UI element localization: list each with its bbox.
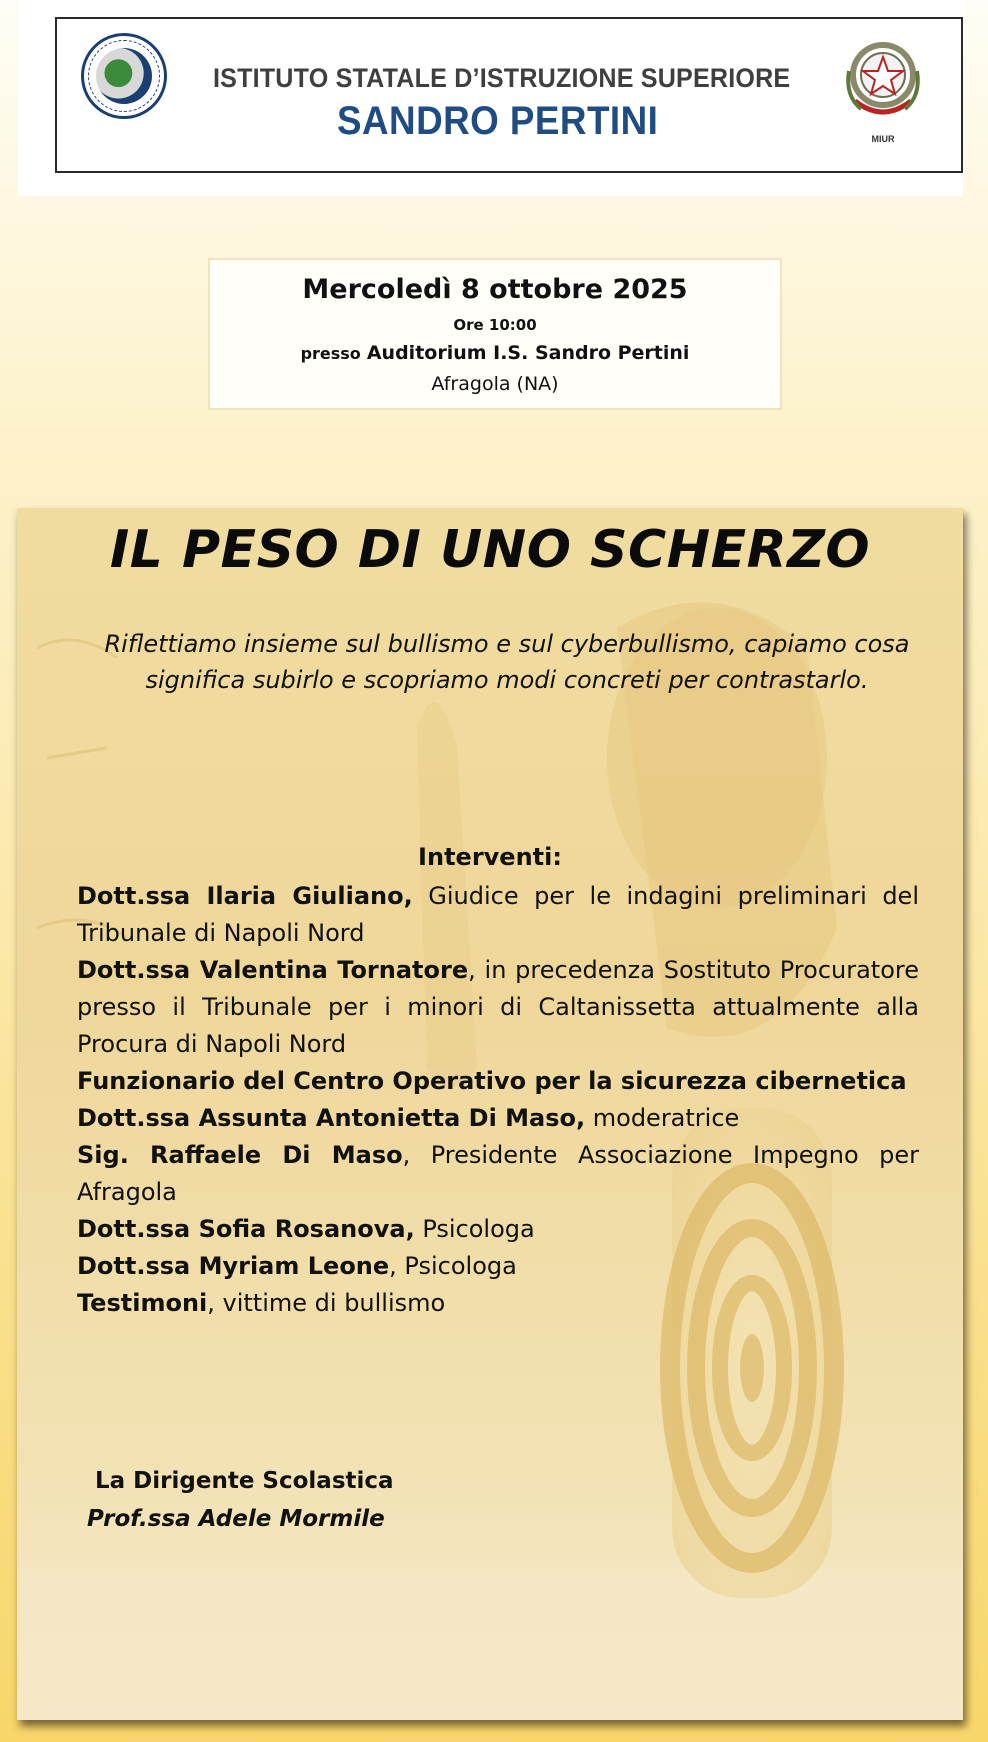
event-details-box [208, 258, 782, 410]
poster-intro: Riflettiamo insieme sul bullismo e sul cyberbullismo, capiamo cosa significa subirlo e scopriamo modi concreti per contrastarlo. [104, 630, 910, 694]
speakers-list [77, 878, 919, 1322]
school-name: SANDRO PERTINI [337, 99, 659, 143]
poster-title: IL PESO DI UNO SCHERZO [109, 520, 871, 580]
event-city: Afragola (NA) [431, 373, 559, 395]
school-header [55, 17, 963, 173]
venue-name: Auditorium I.S. Sandro Pertini [366, 342, 690, 364]
event-date: Mercoledì 8 ottobre 2025 [302, 274, 688, 305]
list-item: Dott.ssa Valentina Tornatore, in precedenza Sostituto Procuratore presso il Tribunale per i minori di Caltanissetta attualmente alla Procura di Napoli Nord [77, 956, 919, 1058]
list-item: Sig. Raffaele Di Maso, Presidente Associazione Impegno per Afragola [77, 1141, 920, 1206]
list-item: Dott.ssa Ilaria Giuliano, Giudice per le indagini preliminari del Tribunale di Napoli Nord [77, 882, 919, 947]
event-time: Ore 10:00 [453, 316, 537, 334]
italian-republic-emblem-icon [835, 31, 931, 131]
school-seal-icon [81, 33, 167, 119]
header-panel [18, 0, 963, 196]
list-item: Dott.ssa Assunta Antonietta Di Maso, moderatrice [77, 1104, 740, 1132]
signature-name: Prof.ssa Adele Mormile [87, 1506, 385, 1532]
list-item: Dott.ssa Sofia Rosanova, Psicologa [77, 1215, 535, 1243]
event-venue [210, 342, 780, 364]
emblem-caption: MIUR [871, 134, 895, 144]
speakers-heading: Interventi: [418, 843, 562, 871]
list-item: Dott.ssa Myriam Leone, Psicologa [77, 1252, 517, 1280]
list-item: Testimoni, vittime di bullismo [77, 1289, 446, 1317]
school-type: ISTITUTO STATALE D’ISTRUZIONE SUPERIORE [213, 63, 791, 93]
poster-panel [17, 508, 963, 1720]
signature-role: La Dirigente Scolastica [95, 1468, 394, 1494]
venue-prefix: presso [300, 344, 361, 363]
list-item: Funzionario del Centro Operativo per la sicurezza cibernetica [77, 1067, 907, 1095]
